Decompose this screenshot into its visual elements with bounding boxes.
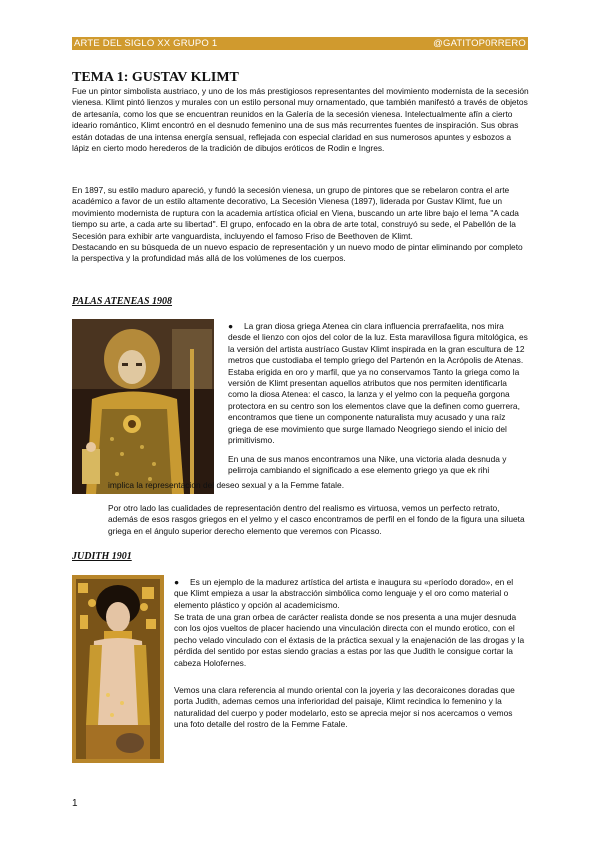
page-title: TEMA 1: GUSTAV KLIMT: [72, 70, 239, 85]
palas-paragraph-1-text: La gran diosa griega Atenea cin clara influencia prerrafaelita, nos mira desde el lienzo con ojos del color de la luz. Esta maravillosa figura mitológica, es la versión del artista austríaco Gustav Klimt inspirada en la gran escultura de 12 metros que custodiaba el templo griego del Partenón en la Acrópolis de Atenas. Estaba erigida en oro y marfil, que ya no conservamos Tanto la griega como la versión de Klimt presentan aquellos atributos que nos permiten identificarla como la diosa Atenea: el casco, la lanza y el yelmo con la pequeña gorgona protectora en su centro son los elementos clave que la definen como guerrera, encontramos que tiene un componente naturalista muy acusado y una raíz griega de ese movimiento que surge llamado Neogriego siendo el inicio del primitivismo.: [228, 321, 528, 446]
section-title-palas: PALAS ATENEAS 1908: [72, 296, 173, 307]
bullet-icon: ●: [174, 577, 180, 587]
judith-paragraph-3: Vemos una clara referencia al mundo oriental con la joyeria y las decoraicones doradas que porta Judith, ademas cemos una inferioridad del paisaje, Klimt recindica lo femenino y la naturalidad del cuerpo y poder modelarlo, esto se aprecia mejor si nos acercamos o vemos una foto detalle del rostro de la Femme Fatale.: [174, 685, 515, 730]
intro-paragraph-1: Fue un pintor simbolista austriaco, y uno de los más prestigiosos representantes del movimiento modernista de la secesión vienesa. Klimt pintó lienzos y murales con un estilo personal muy ornamentado, que también manifestó a través de objetos de artesanía, como los que se encuentran reunidos en la Galería de la secesión vienesa. Intelectualmente afín a cierto ideario romántico, Klimt encontró en el desnudo femenino una de sus más recurrentes fuentes de inspiración. Sus obras están dotadas de una intensa energía sensual, reflejada con especial claridad en sus numerosos apuntes y esbozos a lápiz en cierto modo herederos de la tradición de dibujos eróticos de Rodin e Ingres.: [72, 86, 529, 154]
header-bar: [72, 37, 528, 50]
palas-paragraph-4: Por otro lado las cualidades de representación dentro del realismo es virtuosa, vemos un perfecto retrato, además de esos rasgos griegos en el yelmo y el casco encontramos de perfil en el fondo de la figura una silueta griega en el ángulo superior derecho elemento que veremos con Picasso.: [108, 503, 525, 536]
judith-painting: [72, 575, 164, 763]
judith-paragraph-1: [174, 577, 528, 611]
intro-paragraph-2-3: [72, 185, 530, 265]
palas-paragraph-2: En una de sus manos encontramos una Nike, una victoria alada desnuda y pelirroja cambiando el significado a ese elemento griego ya que ek rihi: [228, 454, 507, 476]
header-course-label: ARTE DEL SIGLO XX GRUPO 1: [74, 38, 218, 49]
intro-paragraph-2: En 1897, su estilo maduro apareció, y fundó la secesión vienesa, un grupo de pintores que se rebelaron contra el arte académico a favor de un estilo altamente decorativo, La Secesión Vienesa (1897), liderada por Gustav Klimt, fue un movimiento modernista de ruptura con la academia artística oficial en Viena, buscando un arte libre bajo el lema "A cada tiempo su arte, a cada arte su libertad". El grupo, enfocado en la obra de arte total, construyó su sede, el Pabellón de la Secesión para exhibir arte vanguardista, incluyendo el famoso Friso de Beethoven de Klimt.: [72, 185, 519, 241]
header-author-handle: @GATITOP0RRERO: [433, 38, 526, 49]
page-number: 1: [72, 798, 78, 809]
palas-paragraph-1: [228, 321, 528, 446]
palas-atenea-painting: [72, 319, 214, 494]
section-title-judith: JUDITH 1901: [72, 551, 132, 562]
judith-paragraph-1-text: Es un ejemplo de la madurez artística del artista e inaugura su «período dorado», en el que Klimt empieza a usar la abstracción simbólica como lenguaje y el oro como material o elemento plástico y opción al academicismo.: [174, 577, 514, 610]
bullet-icon: ●: [228, 321, 234, 331]
intro-paragraph-3: Destacando en su búsqueda de un nuevo espacio de representación y un nuevo modo de pintar eliminando por completo la perspectiva y la profundidad más allá de los volúmenes de los cuerpos.: [72, 242, 523, 264]
palas-paragraph-3: implica la representacion del deseo sexual y a la Femme fatale.: [108, 480, 345, 490]
judith-paragraph-2: Se trata de una gran orbea de carácter realista donde se nos presenta a una mujer desnuda con los ojos vueltos de placer haciendo una vinculación directa con el mundo erotico, con el pecho velado vinculado con el éxtasis de la práctica sexual y la enajenación de las drogas y la pérdida del sentido por estas siendo gracias a estas por las que Judith le consigue cortar la cabeza Holofernes.: [174, 612, 525, 668]
